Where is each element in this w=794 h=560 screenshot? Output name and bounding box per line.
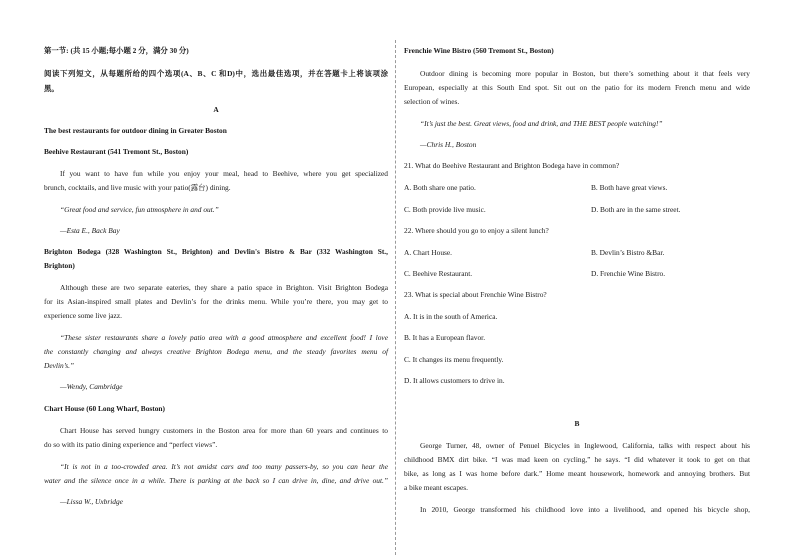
brighton-quote-2: the constantly changing and always creative Brighton Bodega menu, and the steady favorites menu of [44,347,388,356]
q21-option-c[interactable]: C. Both provide live music. [404,205,486,214]
q21-stem: 21. What do Beehive Restaurant and Brighton Bodega have in common? [404,161,620,170]
q22-option-a[interactable]: A. Chart House. [404,248,453,257]
passage-b-body-5: In 2010, George transformed his childhood love into a livelihood, and opened his bicycle shop, [420,505,750,514]
brighton-heading-1: Brighton Bodega (328 Washington St., Brighton) and Devlin's Bistro & Bar (332 Washington St., [44,247,388,256]
q22-option-b[interactable]: B. Devlin’s Bistro &Bar. [591,248,665,257]
instructions-line-1: 阅读下列短文，从每题所给的四个选项(A、B、C 和D)中，选出最佳选项，并在答题卡上将该项涂 [44,69,388,78]
brighton-quote-1: “These sister restaurants share a lovely patio area with a good atmosphere and excellent food! I love [60,333,388,342]
brighton-quote-3: Devlin’s.” [44,361,75,370]
beehive-quote: “Great food and service, fun atmosphere in and out.” [60,205,219,214]
chart-house-body-1: Chart House has served hungry customers in the Boston area for more than 60 years and continues to [60,426,388,435]
beehive-author: —Esta E., Back Bay [60,226,120,235]
chart-house-quote-1: “It is not in a too-crowded area. It’s not amidst cars and too many passers-by, so you can hear the [60,462,388,471]
frenchie-body-2: European, especially at this South End spot. Sit out on the patio for its modern French menu and wide [404,83,750,92]
q22-option-c[interactable]: C. Beehive Restaurant. [404,269,473,278]
q23-option-d[interactable]: D. It allows customers to drive in. [404,376,505,385]
brighton-body-3: experience some live jazz. [44,311,122,320]
column-divider [395,40,396,555]
brighton-author: —Wendy, Cambridge [60,382,123,391]
passage-b-body-3: bike, as long as I was home before dark.” Home meant housework, homework and annoying brothers. But [404,469,750,478]
beehive-heading: Beehive Restaurant (541 Tremont St., Boston) [44,147,189,156]
q21-option-a[interactable]: A. Both share one patio. [404,183,476,192]
passage-b-body-1: George Turner, 48, owner of Penuel Bicycles in Inglewood, California, talks with respect about his [420,441,750,450]
article-title: The best restaurants for outdoor dining in Greater Boston [44,126,227,135]
passage-a-label: A [213,105,219,114]
passage-b-label: B [574,419,580,428]
section-title: 第一节: (共 15 小题;每小题 2 分，满分 30 分) [44,46,189,55]
beehive-body-1: If you want to have fun while you enjoy your meal, head to Beehive, where you get specialized [60,169,388,178]
frenchie-quote: “It’s just the best. Great views, food and drink, and THE BEST people watching!” [420,119,663,128]
q23-option-a[interactable]: A. It is in the south of America. [404,312,498,321]
q23-option-b[interactable]: B. It has a European flavor. [404,333,486,342]
frenchie-body-1: Outdoor dining is becoming more popular in Boston, but there’s something about it that feels very [420,69,750,78]
q23-stem: 23. What is special about Frenchie Wine Bistro? [404,290,547,299]
instructions-line-2: 黑。 [44,84,59,93]
q21-option-d[interactable]: D. Both are in the same street. [591,205,681,214]
frenchie-heading: Frenchie Wine Bistro (560 Tremont St., Boston) [404,46,554,55]
brighton-heading-2: Brighton) [44,261,75,270]
chart-house-author: —Lissa W., Uxbridge [60,497,123,506]
brighton-body-1: Although these are two separate eateries, they share a patio space in Brighton. Visit Brighton Bodega [60,283,388,292]
chart-house-body-2: do so with its patio dining experience and “perfect views”. [44,440,218,449]
passage-b-body-4: a bike meant escapes. [404,483,469,492]
chart-house-quote-2: water and the silence once in a while. There is parking at the back so I can drive in, dine, and drive out.” [44,476,388,485]
chart-house-heading: Chart House (60 Long Wharf, Boston) [44,404,165,413]
beehive-body-2: brunch, cocktails, and live music with your patio(露台) dining. [44,183,231,192]
frenchie-body-3: selection of wines. [404,97,460,106]
q22-option-d[interactable]: D. Frenchie Wine Bistro. [591,269,666,278]
q22-stem: 22. Where should you go to enjoy a silent lunch? [404,226,549,235]
q23-option-c[interactable]: C. It changes its menu frequently. [404,355,504,364]
passage-b-body-2: childhood BMX dirt bike. “I was mad keen on cycling,” he says. “I did whatever it took to get on that [404,455,750,464]
brighton-body-2: for its Asian-inspired small plates and Devlin’s for the drinks menu. While you’re there, you may get to [44,297,388,306]
q21-option-b[interactable]: B. Both have great views. [591,183,668,192]
frenchie-author: —Chris H., Boston [420,140,477,149]
